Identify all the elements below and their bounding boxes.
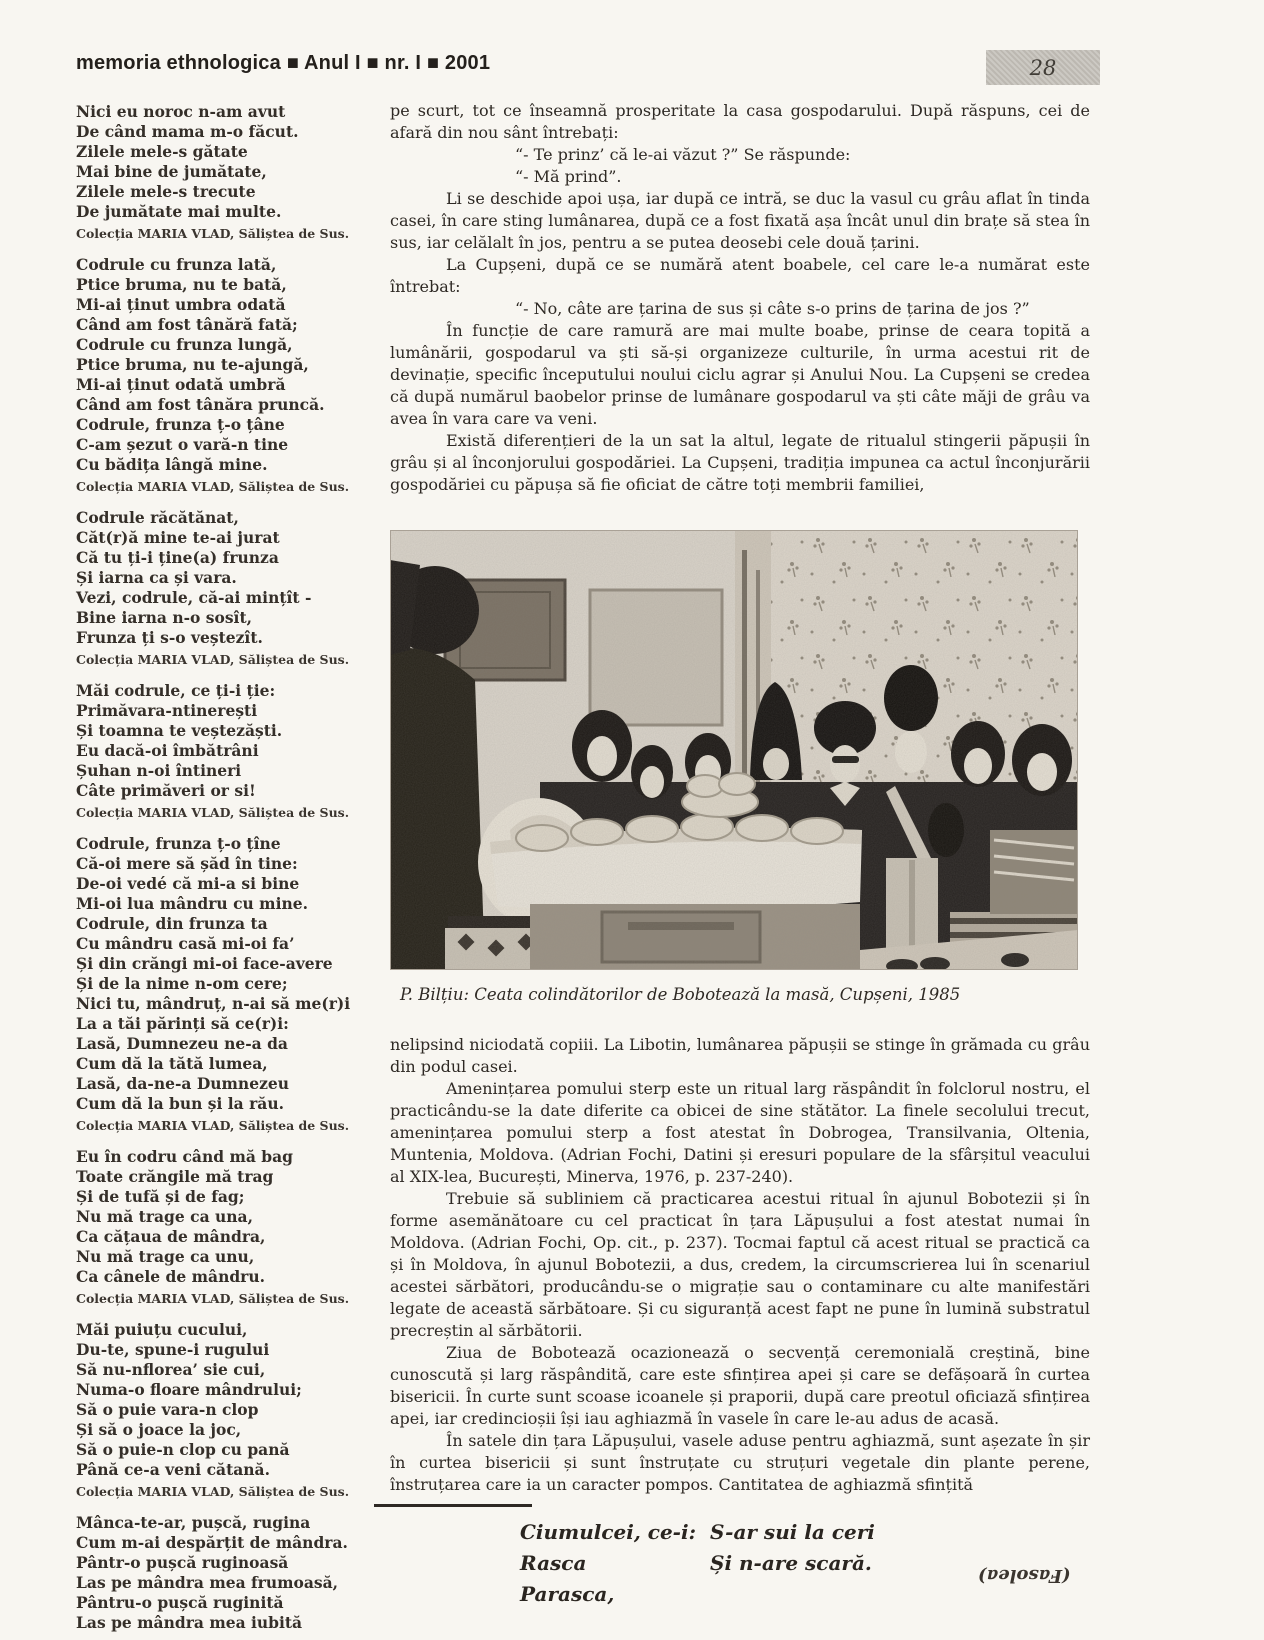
footer-verse-line: Ciumulcei, ce-i:	[520, 1520, 696, 1544]
journal-header: memoria ethnologica ■ Anul I ■ nr. I ■ 2001	[76, 52, 491, 74]
poem-line: Mânca-te-ar, pușcă, rugina	[76, 1513, 311, 1532]
poem-line: Nu mă trage ca unu,	[76, 1247, 255, 1266]
dialogue-line: “- Te prinz’ că le-ai văzut ?” Se răspunde:	[515, 145, 851, 164]
footer-verse-line: S-ar sui la ceri	[710, 1520, 875, 1544]
poem-line: Că-oi mere să șăd în tine:	[76, 854, 298, 873]
poem-line: Când am fost tânără fată;	[76, 315, 298, 334]
poem-line: La a tăi părinți să ce(r)i:	[76, 1014, 289, 1033]
paragraph: În satele din țara Lăpușului, vasele aduse pentru aghiazmă, sunt așezate în șir în curtea bisericii și sunt înstruțate cu struțuri vegetale din plante perene, înstruțarea care ia un caracter pompos. Cantitatea de aghiazmă sfințită	[390, 1431, 1090, 1494]
poem-stanza	[76, 681, 378, 822]
paragraph: nelipsind niciodată copiii. La Libotin, lumânarea păpușii se stinge în grămada cu grâu din podul casei.	[390, 1035, 1090, 1076]
paragraph: Trebuie să subliniem că practicarea acestui ritual în ajunul Bobotezii și în forme asemănătoare cu cel practicat în țara Lăpușului a fost atestat numai în Moldova. (Adrian Fochi, Op. cit., p. 237). Tocmai faptul că acest ritual se practică ca și în Moldova, în ajunul Bobotezii, a dus, credem, la circumscrierea lui în scenariul acestei sărbători, producându-se o migrație sau o contaminare cu alte manifestări legate de această sărbătoare. Și cu siguranță acest fapt ne pune în lumină substratul precreștin al sărbătorii.	[390, 1189, 1090, 1340]
collection-credit: Colecția MARIA VLAD, Săliștea de Sus.	[76, 1484, 350, 1499]
poem-line: Cu mândru casă mi-oi fa’	[76, 934, 295, 953]
collection-credit: Colecția MARIA VLAD, Săliștea de Sus.	[76, 1291, 350, 1306]
poem-line: Ptice bruma, nu te bată,	[76, 275, 287, 294]
collection-credit: Colecția MARIA VLAD, Săliștea de Sus.	[76, 652, 350, 667]
poem-line: Eu dacă-oi îmbătrâni	[76, 741, 259, 760]
article-column	[390, 100, 1090, 1640]
poem-line: Pântr-o pușcă ruginoasă	[76, 1553, 289, 1572]
poem-line: De jumătate mai multe.	[76, 202, 282, 221]
paragraph: pe scurt, tot ce înseamnă prosperitate la casa gospodarului. După răspuns, cei de afară din nou sânt întrebați:	[390, 101, 1090, 142]
poem-line: Că tu ți-i ține(a) frunza	[76, 548, 279, 567]
poem-line: Codrule, frunza ț-o țîne	[76, 834, 281, 853]
poem-line: Cu bădița lângă mine.	[76, 455, 268, 474]
poem-line: Mi-oi lua mândru cu mine.	[76, 894, 309, 913]
poem-line: Să o puie-n clop cu pană	[76, 1440, 290, 1459]
poem-stanza	[76, 1147, 378, 1308]
poem-line: Frunza ți s-o veștezît.	[76, 628, 263, 647]
dialogue-line: “- No, câte are țarina de sus și câte s-o prins de țarina de jos ?”	[515, 299, 1030, 318]
poem-line: Nu mă trage ca una,	[76, 1207, 253, 1226]
poem-line: Ca cânele de mândru.	[76, 1267, 266, 1286]
poem-line: Mi-ai ținut umbra odată	[76, 295, 286, 314]
poem-line: Zilele mele-s trecute	[76, 182, 256, 201]
poem-line: Ca cățaua de mândra,	[76, 1227, 266, 1246]
poem-line: Și să o joace la joc,	[76, 1420, 242, 1439]
paragraph: Există diferențieri de la un sat la altul, legate de ritualul stingerii păpușii în grâu și al înconjorului gospodăriei. La Cupșeni, tradiția impunea ca actul înconjurării gospodăriei cu păpușa să fie oficiat de către toți membrii familiei,	[390, 431, 1090, 494]
poem-line: Câte primăveri or si!	[76, 781, 256, 800]
poem-line: Eu în codru când mă bag	[76, 1147, 294, 1166]
paragraph: La Cupșeni, după ce se numără atent boabele, cel care le-a numărat este întrebat:	[390, 255, 1090, 296]
poem-line: Mai bine de jumătate,	[76, 162, 267, 181]
poem-stanza	[76, 102, 378, 243]
poem-line: De-oi vedé că mi-a si bine	[76, 874, 300, 893]
paragraph: Amenințarea pomului sterp este un ritual larg răspândit în folclorul nostru, el practicându-se la date diferite ca obicei de sine stătător. La finele secolului trecut, amenințarea pomului sterp a fost atestat în Dobrogea, Transilvania, Oltenia, Muntenia, Moldova. (Adrian Fochi, Datini și eresuri populare de la sfârșitul veacului al XIX-lea, București, Minerva, 1976, p. 237-240).	[390, 1079, 1090, 1186]
collection-credit: Colecția MARIA VLAD, Săliștea de Sus.	[76, 1118, 350, 1133]
poem-line: Las pe mândra mea iubită	[76, 1613, 303, 1632]
poem-stanza	[76, 255, 378, 496]
poem-line: Să nu-nflorea’ sie cui,	[76, 1360, 266, 1379]
paragraph: Li se deschide apoi ușa, iar după ce intră, se duc la vasul cu grâu aflat în tinda casei, în care sting lumânarea, după ce a fost fixată așa încât unul din brațe să stea în sus, iar celălalt în jos, pentru a se putea deosebi cele două țarini.	[390, 189, 1090, 252]
footer-verse-line: Și n-are scară.	[710, 1551, 872, 1575]
collection-credit: Colecția MARIA VLAD, Săliștea de Sus.	[76, 805, 350, 820]
poem-line: C-am șezut o vară-n tine	[76, 435, 289, 454]
poem-line: Las pe mândra mea frumoasă,	[76, 1573, 339, 1592]
poem-line: Șuhan n-oi întineri	[76, 761, 242, 780]
poem-line: Și din crăngi mi-oi face-avere	[76, 954, 333, 973]
poem-line: Codrule, frunza ț-o țâne	[76, 415, 285, 434]
poem-line: Cum dă la tătă lumea,	[76, 1054, 268, 1073]
paragraph: Ziua de Bobotează ocazionează o secvență ceremonială creștină, bine cunoscută și larg răspândită, care este sfințirea apei și care se defășoară în curtea bisericii. În curte sunt scoase icoanele și praporii, după care preotul oficiază sfințirea apei, iar credincioșii își iau aghiazmă în vasele în care le-au adus de acasă.	[390, 1343, 1090, 1428]
poem-line: Codrule cu frunza lungă,	[76, 335, 293, 354]
footer-rotated-credit: (Fasolea)	[978, 1565, 1071, 1586]
poem-line: Pântru-o pușcă ruginită	[76, 1593, 284, 1612]
poem-line: Nici eu noroc n-am avut	[76, 102, 286, 121]
paragraph: În funcție de care ramură are mai multe boabe, prinse de ceara topită a lumânării, gospodarul va ști să-și organizeze culturile, în urma acestui rit de devinație, specific începutului noului ciclu agrar și Anului Nou. La Cupșeni se credea că după numărul baobelor prinse de lumânare gospodarul va ști câte măji de grâu va avea în vara care va veni.	[390, 321, 1090, 428]
footer-divider	[374, 1504, 532, 1507]
dialogue-line: “- Mă prind”.	[515, 167, 622, 186]
collection-credit: Colecția MARIA VLAD, Săliștea de Sus.	[76, 479, 350, 494]
poem-line: Du-te, spune-i rugului	[76, 1340, 270, 1359]
poem-line: Și iarna ca și vara.	[76, 568, 237, 587]
footer-verse-right	[710, 1517, 875, 1610]
photo-caption: P. Bilțiu: Ceata colindătorilor de Bobotează la masă, Cupșeni, 1985	[400, 985, 961, 1004]
collection-credit: Colecția MARIA VLAD, Săliștea de Sus.	[76, 226, 350, 241]
footer-verse-line: Rasca	[520, 1551, 587, 1575]
poem-line: Când am fost tânăra pruncă.	[76, 395, 325, 414]
prose-bottom	[390, 1034, 1090, 1496]
poem-line: De când mama m-o făcut.	[76, 122, 299, 141]
page-number: 28	[1029, 55, 1057, 80]
poem-line: Și de la nime n-om cere;	[76, 974, 288, 993]
poem-line: Nici tu, mândruț, n-ai să me(r)i	[76, 994, 351, 1013]
article-lower	[390, 530, 1090, 1610]
ethnographic-photo	[390, 530, 1078, 970]
footer-verse	[520, 1517, 1090, 1610]
poem-stanza	[76, 1320, 378, 1501]
poem-line: Până ce-a veni cătană.	[76, 1460, 270, 1479]
poem-line: Codrule cu frunza lată,	[76, 255, 277, 274]
poem-stanza	[76, 1513, 378, 1633]
poem-line: Măi puiuțu cucului,	[76, 1320, 248, 1339]
page-number-box	[986, 50, 1100, 85]
poem-line: Mi-ai ținut odată umbră	[76, 375, 286, 394]
footer-verse-line: Parasca,	[520, 1582, 615, 1606]
poem-line: Cum dă la bun și la rău.	[76, 1094, 284, 1113]
poem-line: Și de tufă și de fag;	[76, 1187, 245, 1206]
poem-stanza	[76, 508, 378, 669]
poem-line: Codrule, din frunza ta	[76, 914, 268, 933]
poem-line: Căt(r)ă mine te-ai jurat	[76, 528, 280, 547]
poem-line: Primăvara-ntinerești	[76, 701, 258, 720]
poem-line: Ptice bruma, nu te-ajungă,	[76, 355, 309, 374]
photo-illustration	[390, 530, 1078, 970]
poem-line: Lasă, da-ne-a Dumnezeu	[76, 1074, 289, 1093]
poem-line: Zilele mele-s gătate	[76, 142, 248, 161]
poem-line: Toate crăngile mă trag	[76, 1167, 274, 1186]
poem-stanza	[76, 834, 378, 1135]
poem-line: Lasă, Dumnezeu ne-a da	[76, 1034, 288, 1053]
poem-column	[76, 102, 378, 1640]
poem-line: Și toamna te veștezăști.	[76, 721, 283, 740]
poem-line: Vezi, codrule, că-ai mințît -	[76, 588, 312, 607]
footer-verse-left	[520, 1517, 710, 1610]
poem-line: Să o puie vara-n clop	[76, 1400, 259, 1419]
prose-top	[390, 100, 1090, 496]
poem-line: Codrule răcătănat,	[76, 508, 239, 527]
poem-line: Numa-o floare mândrului;	[76, 1380, 302, 1399]
poem-line: Cum m-ai despărțit de mândra.	[76, 1533, 348, 1552]
poem-line: Măi codrule, ce ți-i ție:	[76, 681, 276, 700]
poem-line: Bine iarna n-o sosît,	[76, 608, 252, 627]
